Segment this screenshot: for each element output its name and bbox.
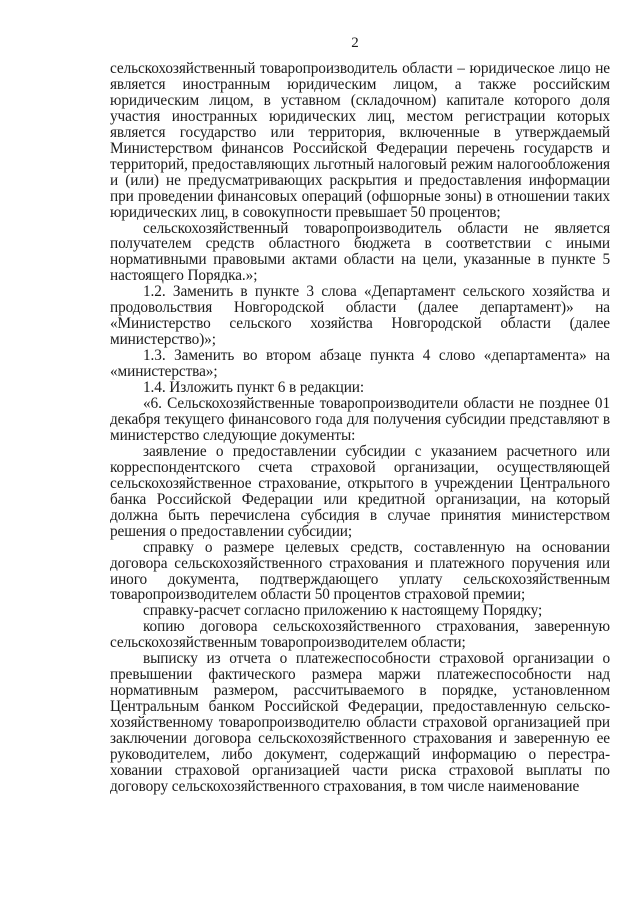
paragraph-3: 1.2. Заменить в пункте 3 слова «Департамент сельского хозяйства и продовольствия Новгородской области (далее департамент)» на «Министерство сельского хозяйства Новгородской области (далее министерство)»; <box>110 283 610 349</box>
paragraph-9: справку-расчет согласно приложению к настоящему Порядку; <box>143 602 543 620</box>
paragraph-5: 1.4. Изложить пункт 6 в редакции: <box>143 379 365 397</box>
paragraph-4: 1.3. Заменить во втором абзаце пункта 4 слово «департамента» на «министерства»; <box>110 347 610 381</box>
paragraph-1: сельскохозяйственный товаропроизводитель области – юридическое лицо не является иностранным юридическим лицом, а также российским юридическим лицом, в уставном (складочном) капитале которого доля участия иностранных юридических лиц, местом регистрации которых является государство или территория, включенные в утверждаемый Министерством финансов Российской Федерации перечень государств и территорий, предоставляющих льготный налоговый режим налогообложения и (или) не предусматривающих раскрытия и предоставления информации при проведении финансовых операций (офшорные зоны) в отношении таких юридических лиц, в совокупности превышает 50 процентов; <box>110 60 610 221</box>
paragraph-2: сельскохозяйственный товаропроизводитель области не является получателем средств областного бюджета в соответствии с иными нормативными правовыми актами области на цели, указанные в пункте 5 настоящего Порядка.»; <box>110 219 610 285</box>
paragraph-11: выписку из отчета о платежеспособности страховой организации о превышении фактического размера маржи платежеспособности над нормативным размером, рассчитываемого в порядке, установленном Центральным банком Российской Федерации, предоставленную сельско-хозяйственному товаропроизводителю области страховой организацией при заключении договора сельскохозяйственного страхования и заверенную ее руководителем, либо документ, содержащий информацию о перестра-ховании страховой организацией части риска страховой выплаты по договору сельскохозяйственного страхования, в том числе наименование <box>110 650 610 795</box>
paragraph-10: копию договора сельскохозяйственного страхования, заверенную сельскохозяйственным товаропроизводителем области; <box>110 618 610 652</box>
document-body <box>110 61 610 795</box>
paragraph-8: справку о размере целевых средств, составленную на основании договора сельскохозяйственного страхования и платежного поручения или иного документа, подтверждающего уплату сельскохозяйственным товаропроизводителем области 50 процентов страховой премии; <box>110 538 610 604</box>
paragraph-6: «6. Сельскохозяйственные товаропроизводители области не позднее 01 декабря текущего финансового года для получения субсидии представляют в министерство следующие документы: <box>110 395 610 444</box>
page-number: 2 <box>351 35 359 51</box>
paragraph-7: заявление о предоставлении субсидии с указанием расчетного или корреспондентского счета страховой организации, осуществляющей сельскохозяйственное страхование, открытого в учреждении Центрального банка Российской Федерации или кредитной организации, на который должна быть перечислена субсидия в случае принятия министерством решения о предоставлении субсидии; <box>110 442 610 540</box>
